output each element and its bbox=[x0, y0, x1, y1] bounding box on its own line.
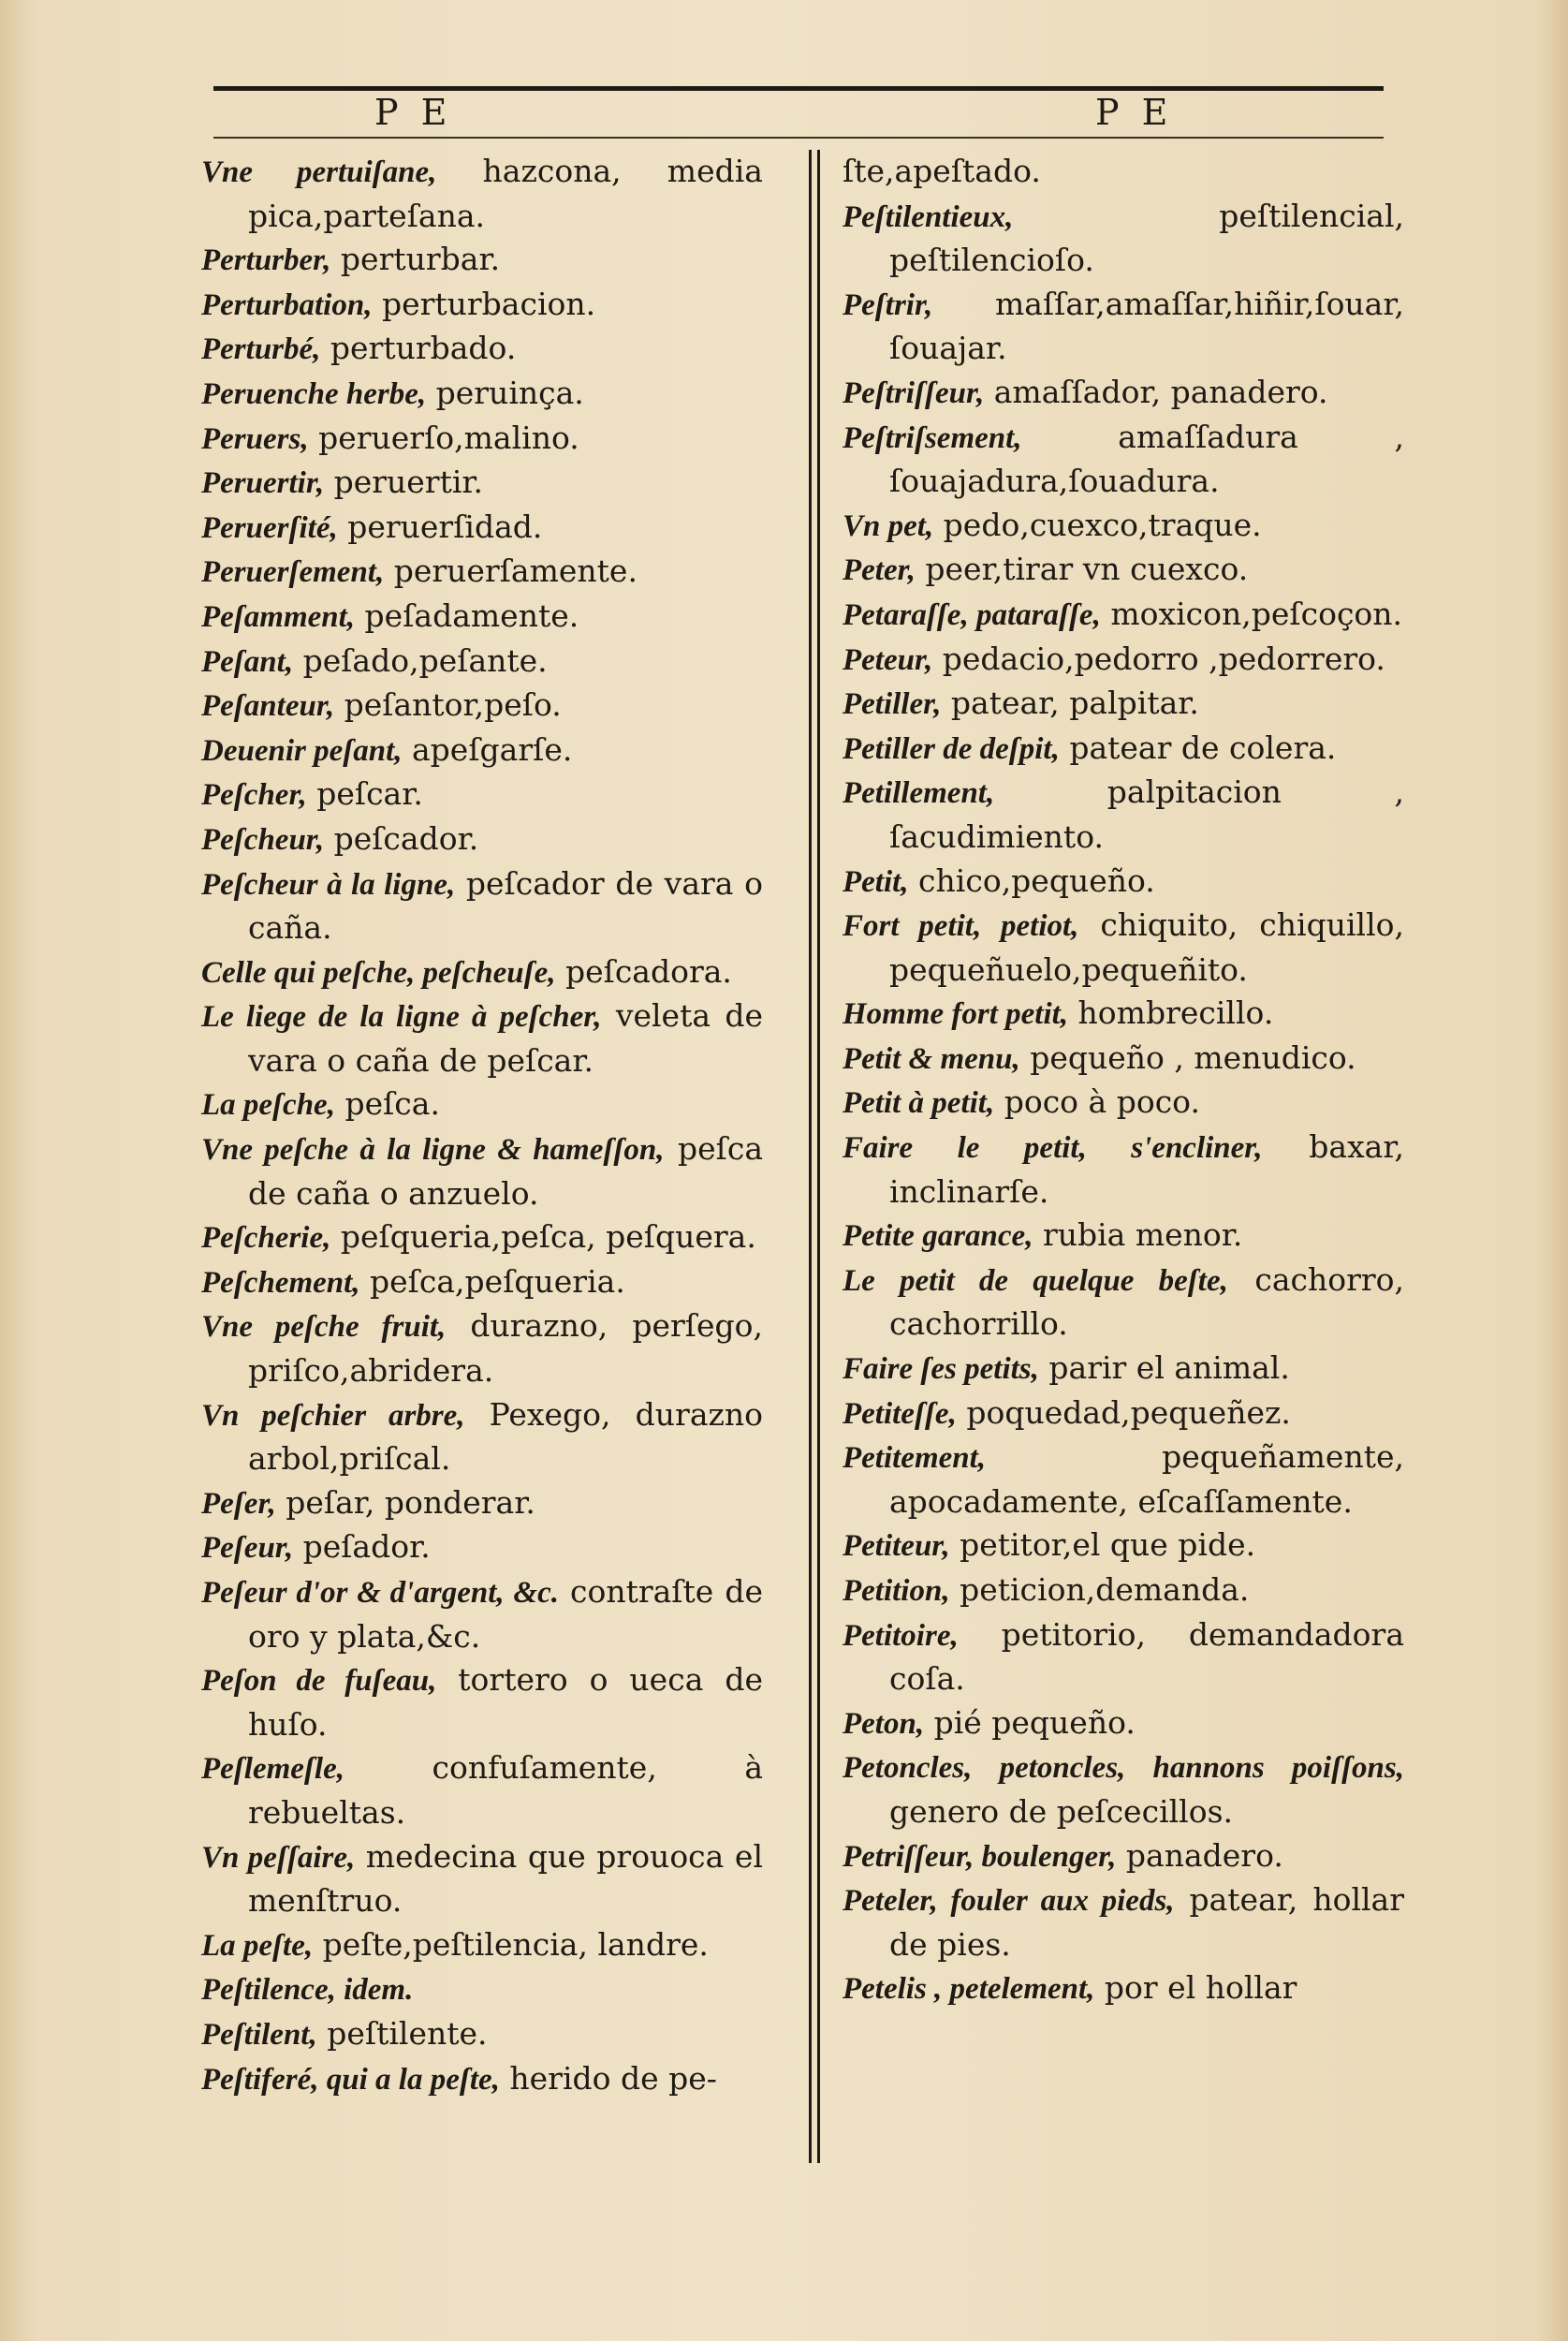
french-headword: Petite garance, bbox=[843, 1219, 1033, 1254]
spanish-translation: cachorro, cachorrillo. bbox=[889, 1260, 1405, 1343]
column-divider bbox=[809, 150, 812, 2163]
dictionary-entry bbox=[843, 1214, 1404, 1259]
dictionary-entry bbox=[201, 417, 763, 462]
spanish-translation: peſcador de vara o caña. bbox=[248, 864, 763, 947]
spanish-translation: peer,tirar vn cuexco. bbox=[915, 551, 1249, 588]
dictionary-entry bbox=[843, 504, 1404, 549]
french-headword: Vne peſche fruit, bbox=[201, 1310, 447, 1345]
spanish-translation: perturbado. bbox=[320, 330, 517, 367]
french-headword: Peſchement, bbox=[201, 1265, 360, 1300]
dictionary-entry bbox=[201, 1304, 763, 1392]
french-headword: Petriſſeur, boulenger, bbox=[843, 1839, 1117, 1874]
dictionary-entry bbox=[201, 1967, 763, 2012]
spanish-translation: poquedad,pequeñez. bbox=[956, 1393, 1291, 1431]
french-headword: Peſcheur à la ligne, bbox=[201, 867, 456, 902]
left-column bbox=[201, 150, 763, 2101]
right-column bbox=[843, 150, 1404, 2011]
spanish-translation: pié pequeño. bbox=[924, 1703, 1136, 1741]
spanish-translation: apeſgarſe. bbox=[402, 730, 573, 768]
spanish-translation: peſadamente. bbox=[355, 596, 579, 634]
french-headword: Peſtilence, idem. bbox=[201, 1973, 414, 2008]
spanish-translation: peſcar. bbox=[306, 775, 423, 813]
dictionary-entry bbox=[201, 1525, 763, 1570]
dictionary-entry bbox=[201, 1658, 763, 1746]
dictionary-entry bbox=[201, 1481, 763, 1526]
dictionary-entry bbox=[201, 950, 763, 995]
spanish-translation: pedacio,pedorro ,pedorrero. bbox=[932, 640, 1385, 677]
spanish-translation: patear, hollar de pies. bbox=[889, 1881, 1405, 1963]
dictionary-entry bbox=[201, 238, 763, 283]
dictionary-entry bbox=[201, 994, 763, 1082]
dictionary-entry bbox=[201, 729, 763, 773]
dictionary-entry bbox=[201, 684, 763, 729]
french-headword: Faire ſes petits, bbox=[843, 1352, 1039, 1387]
french-headword: Petition, bbox=[843, 1574, 950, 1608]
dictionary-entry bbox=[201, 1835, 763, 1923]
spanish-translation: Pexego, durazno arbol,priſcal. bbox=[248, 1395, 763, 1478]
dictionary-entry bbox=[201, 550, 763, 595]
french-headword: Petillement, bbox=[843, 776, 995, 811]
french-headword: Peruerſement, bbox=[201, 555, 385, 590]
french-headword: Peſeur d'or & d'argent, &c. bbox=[201, 1576, 559, 1610]
dictionary-entry bbox=[843, 1259, 1404, 1347]
spanish-translation: perturbar. bbox=[330, 241, 501, 278]
french-headword: Peteler, fouler aux pieds, bbox=[843, 1884, 1175, 1919]
spanish-translation: peſca de caña o anzuelo. bbox=[248, 1130, 764, 1212]
dictionary-entry bbox=[201, 327, 763, 372]
french-headword: Petiteur, bbox=[843, 1529, 950, 1564]
french-headword: Peſlemeſle, bbox=[201, 1752, 344, 1787]
dictionary-entry bbox=[843, 992, 1404, 1037]
french-headword: Le petit de quelque beſte, bbox=[843, 1263, 1228, 1298]
french-headword: Peſeur, bbox=[201, 1531, 294, 1566]
spanish-translation: perturbacion. bbox=[372, 285, 596, 322]
french-headword: Fort petit, petiot, bbox=[843, 909, 1079, 944]
column-divider bbox=[817, 150, 820, 2163]
dictionary-entry bbox=[843, 638, 1404, 683]
dictionary-entry bbox=[843, 416, 1404, 504]
spanish-translation: peſantor,peſo. bbox=[334, 686, 562, 724]
french-headword: Perturbé, bbox=[201, 332, 321, 367]
dictionary-entry bbox=[843, 1878, 1404, 1966]
dictionary-entry bbox=[843, 195, 1404, 283]
spanish-translation: baxar, inclinarſe. bbox=[889, 1128, 1404, 1210]
spanish-translation: petitorio, demandadora coſa. bbox=[889, 1615, 1404, 1698]
french-headword: La peſche, bbox=[201, 1088, 335, 1123]
dictionary-entry bbox=[843, 1701, 1404, 1746]
spanish-translation: ſte,apeſtado. bbox=[843, 153, 1041, 189]
french-headword: La peſte, bbox=[201, 1928, 314, 1963]
french-headword: Petitoire, bbox=[843, 1618, 959, 1653]
dictionary-entry bbox=[843, 548, 1404, 593]
spanish-translation: amaſſadura , ſouajadura,ſouadura. bbox=[889, 418, 1404, 500]
french-headword: Petiller, bbox=[843, 687, 942, 722]
dictionary-entry bbox=[843, 682, 1404, 727]
dictionary-entry bbox=[201, 1215, 763, 1260]
french-headword: Peſon de fuſeau, bbox=[201, 1664, 437, 1699]
dictionary-entry bbox=[201, 1127, 763, 1215]
spanish-translation: por el hollar bbox=[1094, 1969, 1297, 2007]
spanish-translation: maſſar,amaſſar,hiñir,ſouar, ſouajar. bbox=[889, 285, 1404, 367]
french-headword: Vn peſſaire, bbox=[201, 1840, 356, 1875]
dictionary-entry bbox=[201, 2057, 763, 2102]
spanish-translation: palpitacion , ſacudimiento. bbox=[889, 773, 1404, 855]
french-headword: Peſcherie, bbox=[201, 1221, 331, 1256]
french-headword: Petelis , petelement, bbox=[843, 1972, 1095, 2007]
dictionary-entry bbox=[201, 773, 763, 817]
french-headword: Petit à petit, bbox=[843, 1086, 995, 1121]
dictionary-entry bbox=[843, 771, 1404, 859]
french-headword: Peſtiferé, qui a la peſte, bbox=[201, 2062, 500, 2097]
spanish-translation: contraſte de oro y plata,&c. bbox=[248, 1573, 763, 1655]
header-rule bbox=[213, 137, 1384, 139]
spanish-translation: peſar, ponderar. bbox=[275, 1483, 535, 1521]
spanish-translation: peſcadora. bbox=[555, 952, 732, 990]
french-headword: Petitement, bbox=[843, 1441, 987, 1476]
spanish-translation: peſte,peſtilencia, landre. bbox=[313, 1925, 709, 1963]
dictionary-entry bbox=[843, 1568, 1404, 1613]
dictionary-entry bbox=[201, 506, 763, 551]
dictionary-entry bbox=[843, 1347, 1404, 1391]
spanish-translation: peſcador. bbox=[324, 819, 479, 857]
spanish-translation: poco à poco. bbox=[994, 1083, 1200, 1121]
dictionary-entry bbox=[201, 1260, 763, 1305]
spanish-translation: medecina que prouoca el menſtruo. bbox=[248, 1837, 763, 1920]
french-headword: Peſtilentieux, bbox=[843, 199, 1014, 234]
dictionary-entry bbox=[843, 371, 1404, 416]
dictionary-entry bbox=[843, 1037, 1404, 1082]
french-headword: Peſant, bbox=[201, 644, 294, 679]
dictionary-entry bbox=[201, 1923, 763, 1968]
spanish-translation: tortero o ueca de huſo. bbox=[248, 1661, 763, 1743]
french-headword: Deuenir peſant, bbox=[201, 733, 403, 768]
dictionary-entry bbox=[843, 1524, 1404, 1568]
dictionary-entry bbox=[201, 862, 763, 950]
french-headword: Peruertir, bbox=[201, 466, 325, 501]
header-left: P E bbox=[374, 92, 453, 133]
header-right: P E bbox=[1095, 92, 1174, 133]
dictionary-entry bbox=[201, 1393, 763, 1481]
dictionary-entry bbox=[843, 1745, 1404, 1833]
dictionary-entry bbox=[201, 2012, 763, 2057]
french-headword: Petit, bbox=[843, 864, 909, 899]
dictionary-entry bbox=[843, 1081, 1404, 1126]
spanish-translation: pequeño , menudico. bbox=[1019, 1038, 1356, 1076]
french-headword: Petaraſſe, pataraſſe, bbox=[843, 597, 1101, 632]
dictionary-entry bbox=[843, 1391, 1404, 1436]
dictionary-entry bbox=[843, 1436, 1404, 1524]
french-headword: Peſamment, bbox=[201, 599, 356, 634]
spanish-translation: parir el animal. bbox=[1038, 1349, 1290, 1387]
french-headword: Peruers, bbox=[201, 421, 309, 456]
dictionary-entry bbox=[843, 1966, 1404, 2011]
dictionary-entry bbox=[201, 283, 763, 328]
french-headword: Petit & menu, bbox=[843, 1041, 1020, 1076]
spanish-translation: peſtilente. bbox=[316, 2014, 488, 2052]
spanish-translation: panadero. bbox=[1116, 1836, 1283, 1874]
dictionary-entry bbox=[843, 727, 1404, 772]
french-headword: Faire le petit, s'encliner, bbox=[843, 1131, 1263, 1166]
spanish-translation: peſador. bbox=[293, 1528, 431, 1566]
spanish-translation: peſqueria,peſca, peſquera. bbox=[330, 1218, 756, 1256]
french-headword: Vne pertuiſane, bbox=[201, 155, 437, 189]
french-headword: Peſtrir, bbox=[843, 287, 933, 322]
french-headword: Perturbation, bbox=[201, 287, 373, 322]
french-headword: Peteur, bbox=[843, 642, 933, 677]
french-headword: Vne peſche à la ligne & hameſſon, bbox=[201, 1133, 665, 1168]
spanish-translation: hombrecillo. bbox=[1068, 994, 1274, 1032]
dictionary-entry bbox=[201, 595, 763, 640]
spanish-translation: chico,pequeño. bbox=[908, 861, 1155, 899]
spanish-translation: peruerſo,malino. bbox=[308, 419, 579, 456]
spanish-translation: peſca. bbox=[334, 1085, 440, 1123]
french-headword: Vn peſchier arbre, bbox=[201, 1398, 465, 1433]
french-headword: Peter, bbox=[843, 553, 916, 588]
spanish-translation: veleta de vara o caña de peſcar. bbox=[248, 997, 763, 1079]
dictionary-entry bbox=[201, 461, 763, 506]
dictionary-entry bbox=[843, 283, 1404, 371]
spanish-translation: genero de peſcecillos. bbox=[889, 1792, 1234, 1830]
dictionary-entry bbox=[843, 593, 1404, 638]
spanish-translation: peſca,peſqueria. bbox=[359, 1262, 625, 1300]
spanish-translation: peſtilencial, peſtilencioſo. bbox=[889, 197, 1404, 279]
french-headword: Peſanteur, bbox=[201, 689, 335, 724]
french-headword: Peſtilent, bbox=[201, 2017, 317, 2052]
spanish-translation: peticion,demanda. bbox=[949, 1571, 1250, 1608]
french-headword: Homme fort petit, bbox=[843, 997, 1069, 1032]
french-headword: Petoncles, petoncles, hannons poiſſons, bbox=[843, 1751, 1404, 1786]
french-headword: Petiller de deſpit, bbox=[843, 731, 1060, 766]
french-headword: Peruenche herbe, bbox=[201, 376, 427, 411]
spanish-translation: petitor,el que pide. bbox=[949, 1526, 1256, 1564]
dictionary-entry bbox=[201, 1570, 763, 1658]
spanish-translation: patear de colera. bbox=[1059, 729, 1337, 766]
french-headword: Le liege de la ligne à peſcher, bbox=[201, 1000, 602, 1035]
french-headword: Peſtriſsement, bbox=[843, 420, 1022, 455]
french-headword: Peſcheur, bbox=[201, 822, 325, 857]
french-headword: Peruerſité, bbox=[201, 510, 338, 545]
dictionary-entry bbox=[843, 1613, 1404, 1701]
french-headword: Perturber, bbox=[201, 243, 331, 278]
spanish-translation: peruertir. bbox=[324, 464, 484, 501]
dictionary-entry bbox=[201, 1746, 763, 1834]
spanish-translation: peſado,peſante. bbox=[293, 641, 548, 679]
dictionary-entry bbox=[843, 860, 1404, 905]
dictionary-entry bbox=[843, 1834, 1404, 1879]
spanish-translation: peruerſamente. bbox=[384, 552, 637, 590]
french-headword: Petiteſſe, bbox=[843, 1396, 957, 1431]
spanish-translation: pequeñamente, apocadamente, eſcaſſamente. bbox=[889, 1438, 1404, 1520]
spanish-translation: moxicon,peſcoçon. bbox=[1100, 595, 1403, 632]
french-headword: Vn pet, bbox=[843, 508, 934, 543]
spanish-translation: patear, palpitar. bbox=[941, 685, 1199, 722]
dictionary-entry bbox=[843, 150, 1404, 195]
dictionary-entry bbox=[201, 372, 763, 417]
spanish-translation: amaſſador, panadero. bbox=[984, 373, 1328, 410]
spanish-translation: pedo,cuexco,traque. bbox=[933, 506, 1262, 543]
spanish-translation: peruinça. bbox=[426, 374, 584, 411]
dictionary-entry bbox=[843, 1126, 1404, 1214]
french-headword: Peſer, bbox=[201, 1486, 276, 1521]
spanish-translation: durazno, perſego, priſco,abridera. bbox=[248, 1307, 763, 1390]
spanish-translation: chiquito, chiquillo, pequeñuelo,pequeñito. bbox=[889, 906, 1404, 988]
dictionary-entry bbox=[201, 150, 763, 238]
spanish-translation: confuſamente, à rebueltas. bbox=[248, 1749, 763, 1831]
spanish-translation: hazcona, media pica,parteſana. bbox=[248, 153, 763, 234]
french-headword: Peton, bbox=[843, 1706, 925, 1741]
spanish-translation: peruerſidad. bbox=[337, 508, 543, 545]
dictionary-entry bbox=[201, 640, 763, 685]
dictionary-entry bbox=[201, 1082, 763, 1127]
french-headword: Celle qui peſche, peſcheuſe, bbox=[201, 955, 556, 990]
dictionary-entry bbox=[843, 904, 1404, 992]
spanish-translation: herido de pe- bbox=[499, 2059, 717, 2097]
spanish-translation: rubia menor. bbox=[1033, 1216, 1243, 1254]
french-headword: Peſcher, bbox=[201, 778, 307, 813]
dictionary-entry bbox=[201, 817, 763, 862]
french-headword: Peſtriſſeur, bbox=[843, 375, 985, 410]
top-rule bbox=[213, 86, 1384, 91]
